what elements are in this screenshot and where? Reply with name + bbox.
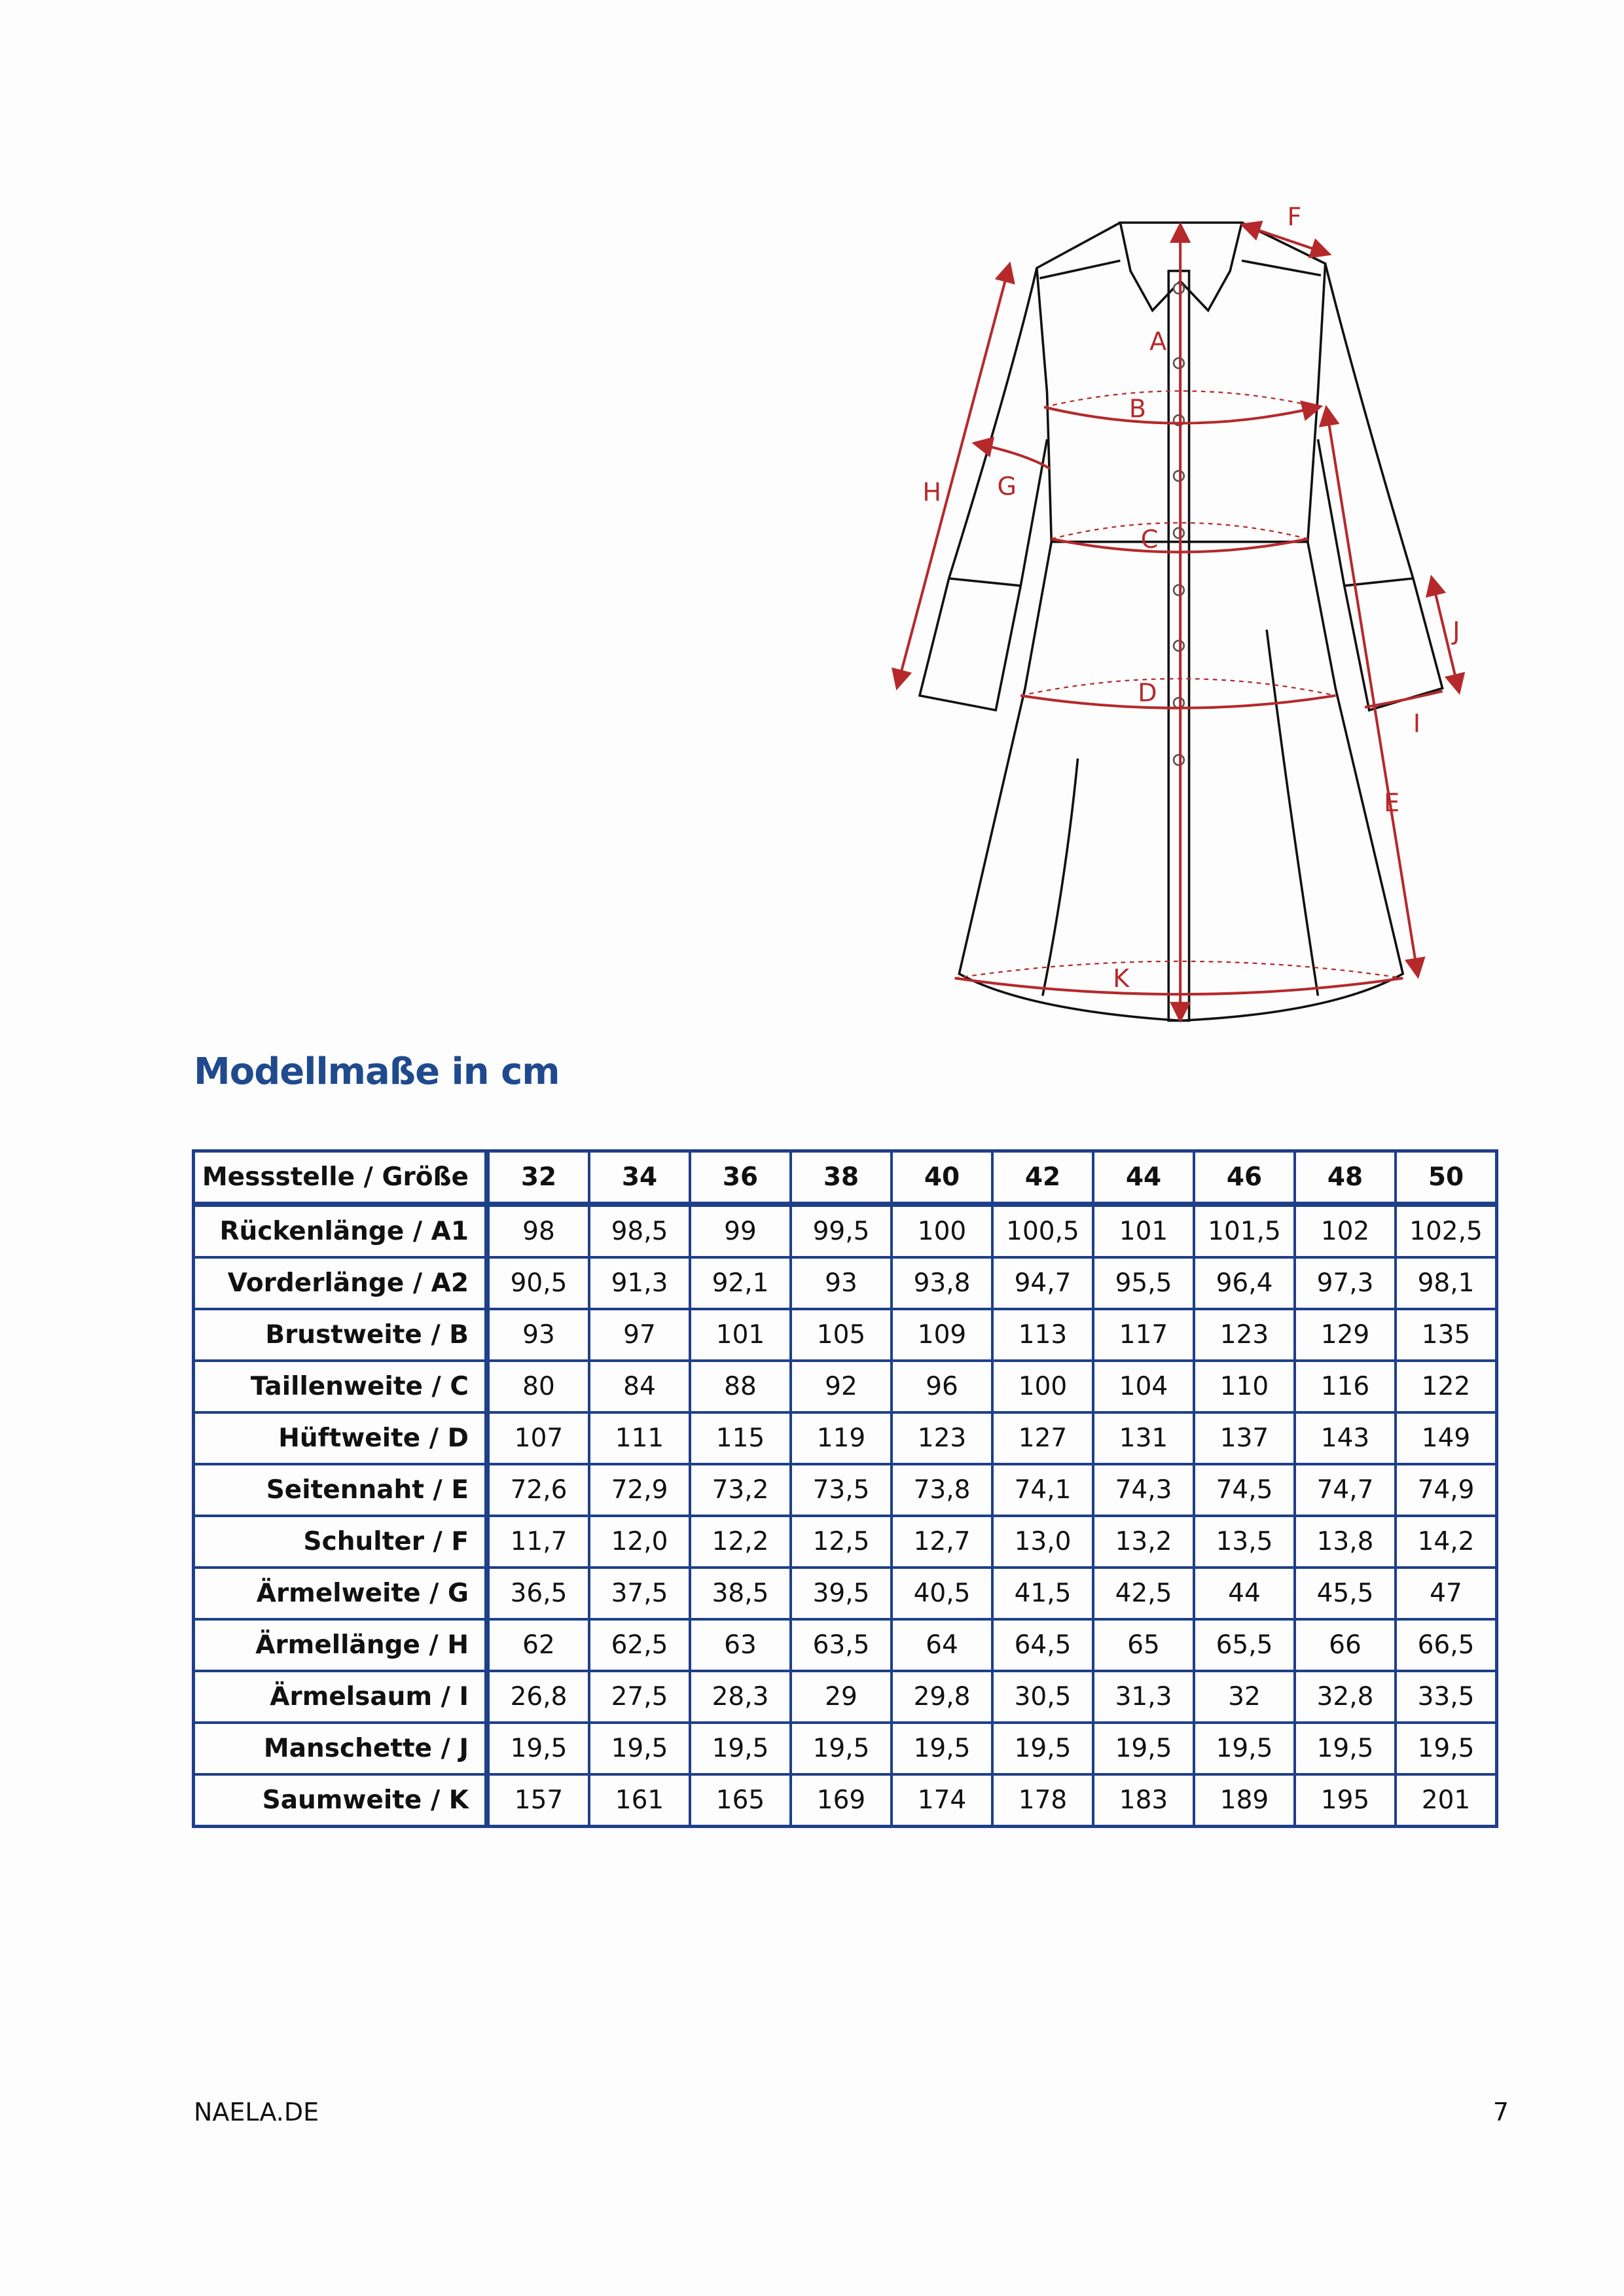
table-cell: 98,5 [589, 1204, 690, 1257]
table-cell: 117 [1093, 1309, 1194, 1361]
table-cell: 102,5 [1396, 1204, 1497, 1257]
table-header-row [194, 1151, 1497, 1205]
table-cell: 13,5 [1194, 1516, 1295, 1568]
table-cell: 13,0 [992, 1516, 1093, 1568]
table-cell: 84 [589, 1361, 690, 1412]
row-label: Hüftweite / D [194, 1412, 488, 1464]
footer-site: NAELA.DE [194, 2098, 319, 2126]
table-cell: 97,3 [1295, 1257, 1396, 1309]
table-cell: 115 [690, 1412, 791, 1464]
table-cell: 19,5 [487, 1723, 589, 1774]
table-cell: 119 [791, 1412, 892, 1464]
table-cell: 47 [1396, 1568, 1497, 1619]
size-header: 40 [892, 1151, 992, 1205]
section-title: Modellmaße in cm [194, 1050, 560, 1093]
table-cell: 100 [892, 1204, 992, 1257]
table-cell: 62 [487, 1619, 589, 1671]
table-cell: 111 [589, 1412, 690, 1464]
table-row [194, 1516, 1497, 1568]
measure-k [955, 978, 1403, 994]
header-label: Messstelle / Größe [194, 1151, 488, 1205]
table-cell: 45,5 [1295, 1568, 1396, 1619]
table-cell: 74,9 [1396, 1464, 1497, 1516]
table-cell: 74,3 [1093, 1464, 1194, 1516]
table-cell: 19,5 [791, 1723, 892, 1774]
table-cell: 29,8 [892, 1671, 992, 1723]
table-cell: 74,5 [1194, 1464, 1295, 1516]
size-header: 46 [1194, 1151, 1295, 1205]
table-cell: 37,5 [589, 1568, 690, 1619]
row-label: Rückenlänge / A1 [194, 1204, 488, 1257]
row-label: Ärmellänge / H [194, 1619, 488, 1671]
label-i: I [1413, 709, 1421, 738]
measure-i [1365, 691, 1443, 708]
size-header: 44 [1093, 1151, 1194, 1205]
table-cell: 129 [1295, 1309, 1396, 1361]
table-cell: 95,5 [1093, 1257, 1194, 1309]
table-cell: 12,2 [690, 1516, 791, 1568]
table-cell: 74,7 [1295, 1464, 1396, 1516]
label-a: A [1149, 327, 1167, 356]
size-header: 34 [589, 1151, 690, 1205]
table-row [194, 1568, 1497, 1619]
table-cell: 32 [1194, 1671, 1295, 1723]
table-cell: 99,5 [791, 1204, 892, 1257]
table-cell: 73,5 [791, 1464, 892, 1516]
table-cell: 65 [1093, 1619, 1194, 1671]
row-label: Taillenweite / C [194, 1361, 488, 1412]
table-cell: 174 [892, 1774, 992, 1827]
table-row [194, 1464, 1497, 1516]
label-g: G [997, 472, 1017, 501]
measure-h [897, 266, 1009, 685]
size-header: 32 [487, 1151, 589, 1205]
table-cell: 96 [892, 1361, 992, 1412]
table-cell: 96,4 [1194, 1257, 1295, 1309]
label-e: E [1384, 788, 1400, 817]
table-cell: 66,5 [1396, 1619, 1497, 1671]
table-cell: 102 [1295, 1204, 1396, 1257]
table-cell: 66 [1295, 1619, 1396, 1671]
table-cell: 92 [791, 1361, 892, 1412]
table-cell: 110 [1194, 1361, 1295, 1412]
table-cell: 100,5 [992, 1204, 1093, 1257]
table-cell: 88 [690, 1361, 791, 1412]
table-cell: 62,5 [589, 1619, 690, 1671]
table-cell: 100 [992, 1361, 1093, 1412]
table-cell: 189 [1194, 1774, 1295, 1827]
table-cell: 99 [690, 1204, 791, 1257]
size-header: 48 [1295, 1151, 1396, 1205]
row-label: Saumweite / K [194, 1774, 488, 1827]
table-cell: 13,8 [1295, 1516, 1396, 1568]
table-cell: 123 [1194, 1309, 1295, 1361]
table-cell: 93 [487, 1309, 589, 1361]
table-cell: 93 [791, 1257, 892, 1309]
table-cell: 19,5 [992, 1723, 1093, 1774]
table-cell: 135 [1396, 1309, 1497, 1361]
label-k: K [1113, 963, 1130, 993]
table-cell: 44 [1194, 1568, 1295, 1619]
size-table [192, 1149, 1498, 1828]
table-cell: 183 [1093, 1774, 1194, 1827]
label-c: C [1140, 524, 1159, 554]
row-label: Ärmelsaum / I [194, 1671, 488, 1723]
table-row [194, 1257, 1497, 1309]
table-cell: 64,5 [992, 1619, 1093, 1671]
table-cell: 97 [589, 1309, 690, 1361]
table-cell: 12,5 [791, 1516, 892, 1568]
label-f: F [1287, 202, 1302, 232]
label-j: J [1453, 617, 1460, 646]
table-cell: 73,2 [690, 1464, 791, 1516]
label-d: D [1138, 678, 1157, 708]
table-cell: 42,5 [1093, 1568, 1194, 1619]
table-cell: 19,5 [1396, 1723, 1497, 1774]
table-cell: 19,5 [1295, 1723, 1396, 1774]
table-cell: 19,5 [1194, 1723, 1295, 1774]
table-cell: 40,5 [892, 1568, 992, 1619]
table-cell: 19,5 [892, 1723, 992, 1774]
table-cell: 165 [690, 1774, 791, 1827]
table-row [194, 1204, 1497, 1257]
table-cell: 65,5 [1194, 1619, 1295, 1671]
table-cell: 63 [690, 1619, 791, 1671]
table-cell: 94,7 [992, 1257, 1093, 1309]
table-cell: 13,2 [1093, 1516, 1194, 1568]
table-cell: 157 [487, 1774, 589, 1827]
row-label: Ärmelweite / G [194, 1568, 488, 1619]
measurement-lines [897, 226, 1458, 1018]
table-row [194, 1619, 1497, 1671]
table-cell: 80 [487, 1361, 589, 1412]
table-cell: 161 [589, 1774, 690, 1827]
table-cell: 101,5 [1194, 1204, 1295, 1257]
table-cell: 105 [791, 1309, 892, 1361]
table-cell: 30,5 [992, 1671, 1093, 1723]
table-cell: 32,8 [1295, 1671, 1396, 1723]
row-label: Vorderlänge / A2 [194, 1257, 488, 1309]
table-cell: 122 [1396, 1361, 1497, 1412]
table-cell: 143 [1295, 1412, 1396, 1464]
table-cell: 98 [487, 1204, 589, 1257]
table-cell: 27,5 [589, 1671, 690, 1723]
table-cell: 91,3 [589, 1257, 690, 1309]
table-cell: 39,5 [791, 1568, 892, 1619]
row-label: Schulter / F [194, 1516, 488, 1568]
table-cell: 14,2 [1396, 1516, 1497, 1568]
table-cell: 64 [892, 1619, 992, 1671]
table-cell: 74,1 [992, 1464, 1093, 1516]
table-cell: 178 [992, 1774, 1093, 1827]
row-label: Seitennaht / E [194, 1464, 488, 1516]
table-row [194, 1671, 1497, 1723]
table-cell: 101 [1093, 1204, 1194, 1257]
buttons [1174, 283, 1184, 765]
table-cell: 11,7 [487, 1516, 589, 1568]
table-cell: 19,5 [690, 1723, 791, 1774]
table-cell: 41,5 [992, 1568, 1093, 1619]
table-cell: 28,3 [690, 1671, 791, 1723]
measure-e [1327, 410, 1421, 973]
table-cell: 90,5 [487, 1257, 589, 1309]
table-cell: 93,8 [892, 1257, 992, 1309]
size-header: 42 [992, 1151, 1093, 1205]
table-cell: 149 [1396, 1412, 1497, 1464]
table-row [194, 1412, 1497, 1464]
table-cell: 169 [791, 1774, 892, 1827]
table-cell: 109 [892, 1309, 992, 1361]
table-cell: 19,5 [589, 1723, 690, 1774]
table-cell: 12,0 [589, 1516, 690, 1568]
table-row [194, 1309, 1497, 1361]
table-cell: 33,5 [1396, 1671, 1497, 1723]
table-cell: 19,5 [1093, 1723, 1194, 1774]
table-cell: 123 [892, 1412, 992, 1464]
table-cell: 73,8 [892, 1464, 992, 1516]
table-cell: 72,9 [589, 1464, 690, 1516]
table-cell: 98,1 [1396, 1257, 1497, 1309]
table-cell: 72,6 [487, 1464, 589, 1516]
size-header: 38 [791, 1151, 892, 1205]
measure-g [977, 444, 1050, 469]
table-cell: 113 [992, 1309, 1093, 1361]
table-cell: 63,5 [791, 1619, 892, 1671]
table-cell: 195 [1295, 1774, 1396, 1827]
table-cell: 127 [992, 1412, 1093, 1464]
row-label: Brustweite / B [194, 1309, 488, 1361]
label-h: H [922, 478, 941, 507]
label-b: B [1128, 394, 1146, 423]
table-cell: 12,7 [892, 1516, 992, 1568]
table-cell: 137 [1194, 1412, 1295, 1464]
row-label: Manschette / J [194, 1723, 488, 1774]
table-cell: 36,5 [487, 1568, 589, 1619]
table-cell: 107 [487, 1412, 589, 1464]
table-cell: 101 [690, 1309, 791, 1361]
table-cell: 116 [1295, 1361, 1396, 1412]
table-row [194, 1361, 1497, 1412]
size-header: 36 [690, 1151, 791, 1205]
table-cell: 104 [1093, 1361, 1194, 1412]
table-cell: 31,3 [1093, 1671, 1194, 1723]
table-cell: 131 [1093, 1412, 1194, 1464]
size-header: 50 [1396, 1151, 1497, 1205]
table-cell: 92,1 [690, 1257, 791, 1309]
table-cell: 29 [791, 1671, 892, 1723]
measure-f [1245, 226, 1327, 254]
table-row [194, 1723, 1497, 1774]
page-number: 7 [1492, 2098, 1509, 2126]
table-cell: 38,5 [690, 1568, 791, 1619]
table-row [194, 1774, 1497, 1827]
table-cell: 26,8 [487, 1671, 589, 1723]
table-cell: 201 [1396, 1774, 1497, 1827]
